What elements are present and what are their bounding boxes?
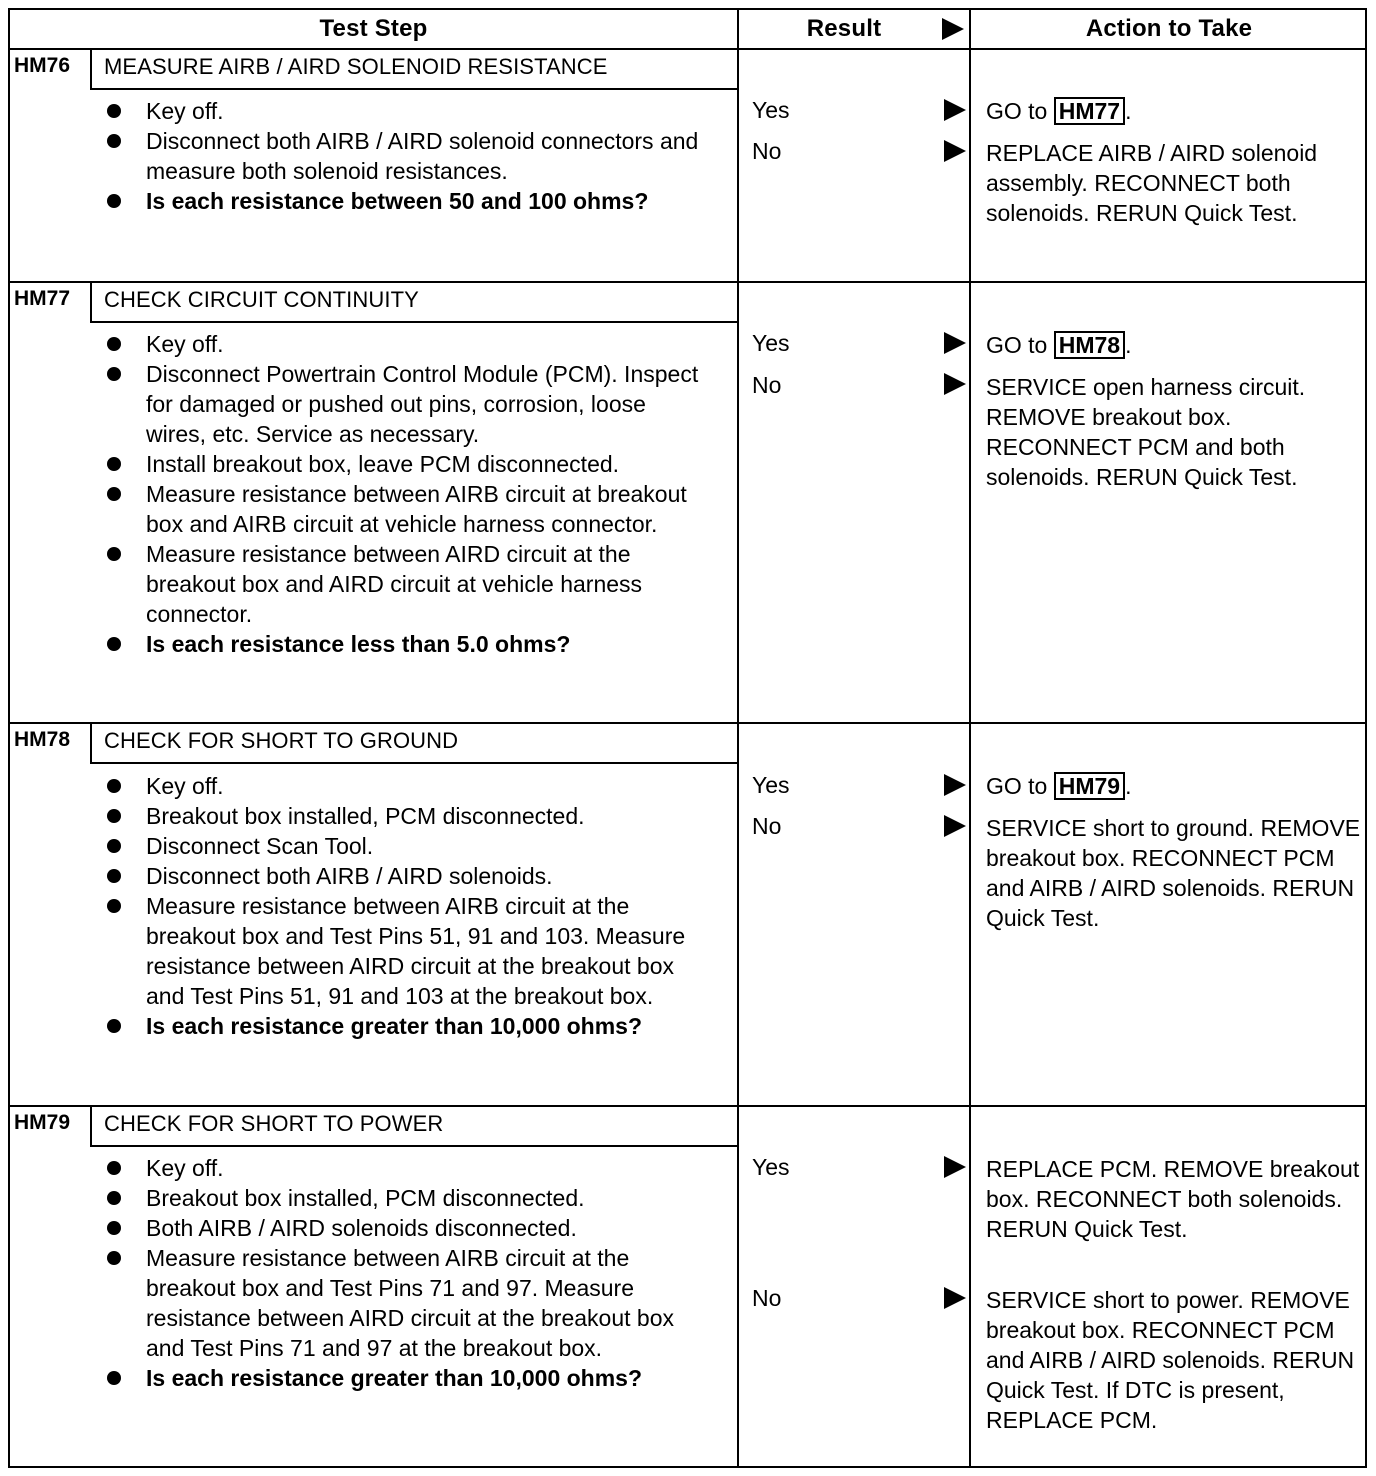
- step-id-divider: [90, 283, 92, 321]
- action-yes: GO to HM77 .: [986, 98, 1132, 124]
- step-id-divider: [90, 50, 92, 88]
- step-id: HM78: [14, 728, 71, 751]
- bullet-icon: [107, 1191, 121, 1205]
- bullet-item: Breakout box installed, PCM disconnected.: [104, 801, 706, 831]
- bullet-item: Disconnect both AIRB / AIRD solenoid connectors and measure both solenoid resistances.: [104, 126, 706, 186]
- bullet-icon: [107, 367, 121, 381]
- bullet-icon: [107, 809, 121, 823]
- step-id: HM77: [14, 287, 71, 310]
- arrow-icon: [944, 774, 966, 796]
- action-no: SERVICE short to ground. REMOVE breakout box. RECONNECT PCM and AIRB / AIRD solenoids. RERUN Quick Test.: [986, 815, 1361, 931]
- step-header-hm79: [8, 1107, 739, 1145]
- step-reference-link[interactable]: HM77: [1054, 97, 1125, 125]
- column-divider-action: [969, 8, 971, 1468]
- step-bullets-hm76: [104, 96, 706, 216]
- bullet-question: Is each resistance less than 5.0 ohms?: [104, 629, 706, 659]
- bullet-icon: [107, 457, 121, 471]
- header-arrow-icon: [942, 18, 964, 40]
- step-bullets-hm77: [104, 329, 706, 659]
- bullet-item: Key off.: [104, 96, 706, 126]
- step-title: CHECK CIRCUIT CONTINUITY: [104, 287, 419, 312]
- arrow-icon: [944, 373, 966, 395]
- bullet-icon: [107, 1371, 121, 1385]
- bullet-icon: [107, 104, 121, 118]
- result-yes: Yes: [752, 1154, 790, 1180]
- bullet-question: Is each resistance greater than 10,000 ohms?: [104, 1011, 706, 1041]
- result-no: No: [752, 1285, 782, 1311]
- action-yes: GO to HM78 .: [986, 332, 1132, 358]
- action-no: SERVICE short to power. REMOVE breakout box. RECONNECT PCM and AIRB / AIRD solenoids. RERUN Quick Test. If DTC is present, REPLACE PCM.: [986, 1287, 1355, 1433]
- arrow-icon: [944, 140, 966, 162]
- step-title-underline: [90, 321, 739, 323]
- step-header-hm78: [8, 724, 739, 762]
- bullet-item: Measure resistance between AIRB circuit at breakout box and AIRB circuit at vehicle harness connector.: [104, 479, 706, 539]
- bullet-item: Key off.: [104, 1153, 706, 1183]
- step-title-underline: [90, 1145, 739, 1147]
- bullet-icon: [107, 839, 121, 853]
- bullet-icon: [107, 1251, 121, 1265]
- result-no: No: [752, 813, 782, 839]
- step-id: HM76: [14, 54, 71, 77]
- bullet-icon: [107, 134, 121, 148]
- bullet-icon: [107, 1161, 121, 1175]
- bullet-icon: [107, 779, 121, 793]
- step-title-underline: [90, 88, 739, 90]
- bullet-item: Measure resistance between AIRB circuit at the breakout box and Test Pins 51, 91 and 103. Measure resistance between AIRD circuit at the breakout box and Test Pins 51, 91 and 103 at the breakout box.: [104, 891, 706, 1011]
- bullet-item: Disconnect both AIRB / AIRD solenoids.: [104, 861, 706, 891]
- arrow-icon: [944, 332, 966, 354]
- bullet-icon: [107, 1221, 121, 1235]
- step-header-hm76: [8, 50, 739, 88]
- step-reference-link[interactable]: HM78: [1054, 331, 1125, 359]
- step-title: MEASURE AIRB / AIRD SOLENOID RESISTANCE: [104, 54, 608, 79]
- bullet-item: Install breakout box, leave PCM disconnected.: [104, 449, 706, 479]
- step-reference-link[interactable]: HM79: [1054, 772, 1125, 800]
- step-bullets-hm79: [104, 1153, 706, 1393]
- arrow-icon: [944, 1287, 966, 1309]
- bullet-icon: [107, 869, 121, 883]
- bullet-item: Key off.: [104, 771, 706, 801]
- step-title-underline: [90, 762, 739, 764]
- bullet-icon: [107, 547, 121, 561]
- step-id-divider: [90, 1107, 92, 1145]
- bullet-question: Is each resistance greater than 10,000 ohms?: [104, 1363, 706, 1393]
- step-id-divider: [90, 724, 92, 762]
- header-result: Result: [806, 15, 882, 42]
- arrow-icon: [944, 815, 966, 837]
- result-yes: Yes: [752, 97, 790, 123]
- header-action: Action to Take: [1085, 15, 1253, 42]
- step-id: HM79: [14, 1111, 71, 1134]
- bullet-item: Disconnect Scan Tool.: [104, 831, 706, 861]
- action-yes: REPLACE PCM. REMOVE breakout box. RECONNECT both solenoids. RERUN Quick Test.: [986, 1156, 1360, 1242]
- bullet-icon: [107, 337, 121, 351]
- step-title: CHECK FOR SHORT TO POWER: [104, 1111, 444, 1136]
- bullet-icon: [107, 194, 121, 208]
- result-yes: Yes: [752, 772, 790, 798]
- bullet-item: Both AIRB / AIRD solenoids disconnected.: [104, 1213, 706, 1243]
- result-no: No: [752, 372, 782, 398]
- bullet-item: Disconnect Powertrain Control Module (PCM). Inspect for damaged or pushed out pins, corrosion, loose wires, etc. Service as necessary.: [104, 359, 706, 449]
- step-header-hm77: [8, 283, 739, 321]
- bullet-icon: [107, 1019, 121, 1033]
- arrow-icon: [944, 99, 966, 121]
- arrow-icon: [944, 1156, 966, 1178]
- bullet-icon: [107, 637, 121, 651]
- bullet-item: Measure resistance between AIRD circuit at the breakout box and AIRD circuit at vehicle harness connector.: [104, 539, 706, 629]
- step-bullets-hm78: [104, 771, 706, 1041]
- action-yes: GO to HM79 .: [986, 773, 1132, 799]
- result-no: No: [752, 138, 782, 164]
- action-no: REPLACE AIRB / AIRD solenoid assembly. RECONNECT both solenoids. RERUN Quick Test.: [986, 140, 1318, 226]
- bullet-question: Is each resistance between 50 and 100 ohms?: [104, 186, 706, 216]
- header-test-step: Test Step: [319, 15, 428, 42]
- bullet-item: Breakout box installed, PCM disconnected.: [104, 1183, 706, 1213]
- bullet-item: Measure resistance between AIRB circuit at the breakout box and Test Pins 71 and 97. Measure resistance between AIRD circuit at the breakout box and Test Pins 71 and 97 at the breakout box.: [104, 1243, 706, 1363]
- bullet-item: Key off.: [104, 329, 706, 359]
- result-yes: Yes: [752, 330, 790, 356]
- bullet-icon: [107, 487, 121, 501]
- action-no: SERVICE open harness circuit. REMOVE breakout box. RECONNECT PCM and both solenoids. RERUN Quick Test.: [986, 374, 1306, 490]
- step-title: CHECK FOR SHORT TO GROUND: [104, 728, 459, 753]
- bullet-icon: [107, 899, 121, 913]
